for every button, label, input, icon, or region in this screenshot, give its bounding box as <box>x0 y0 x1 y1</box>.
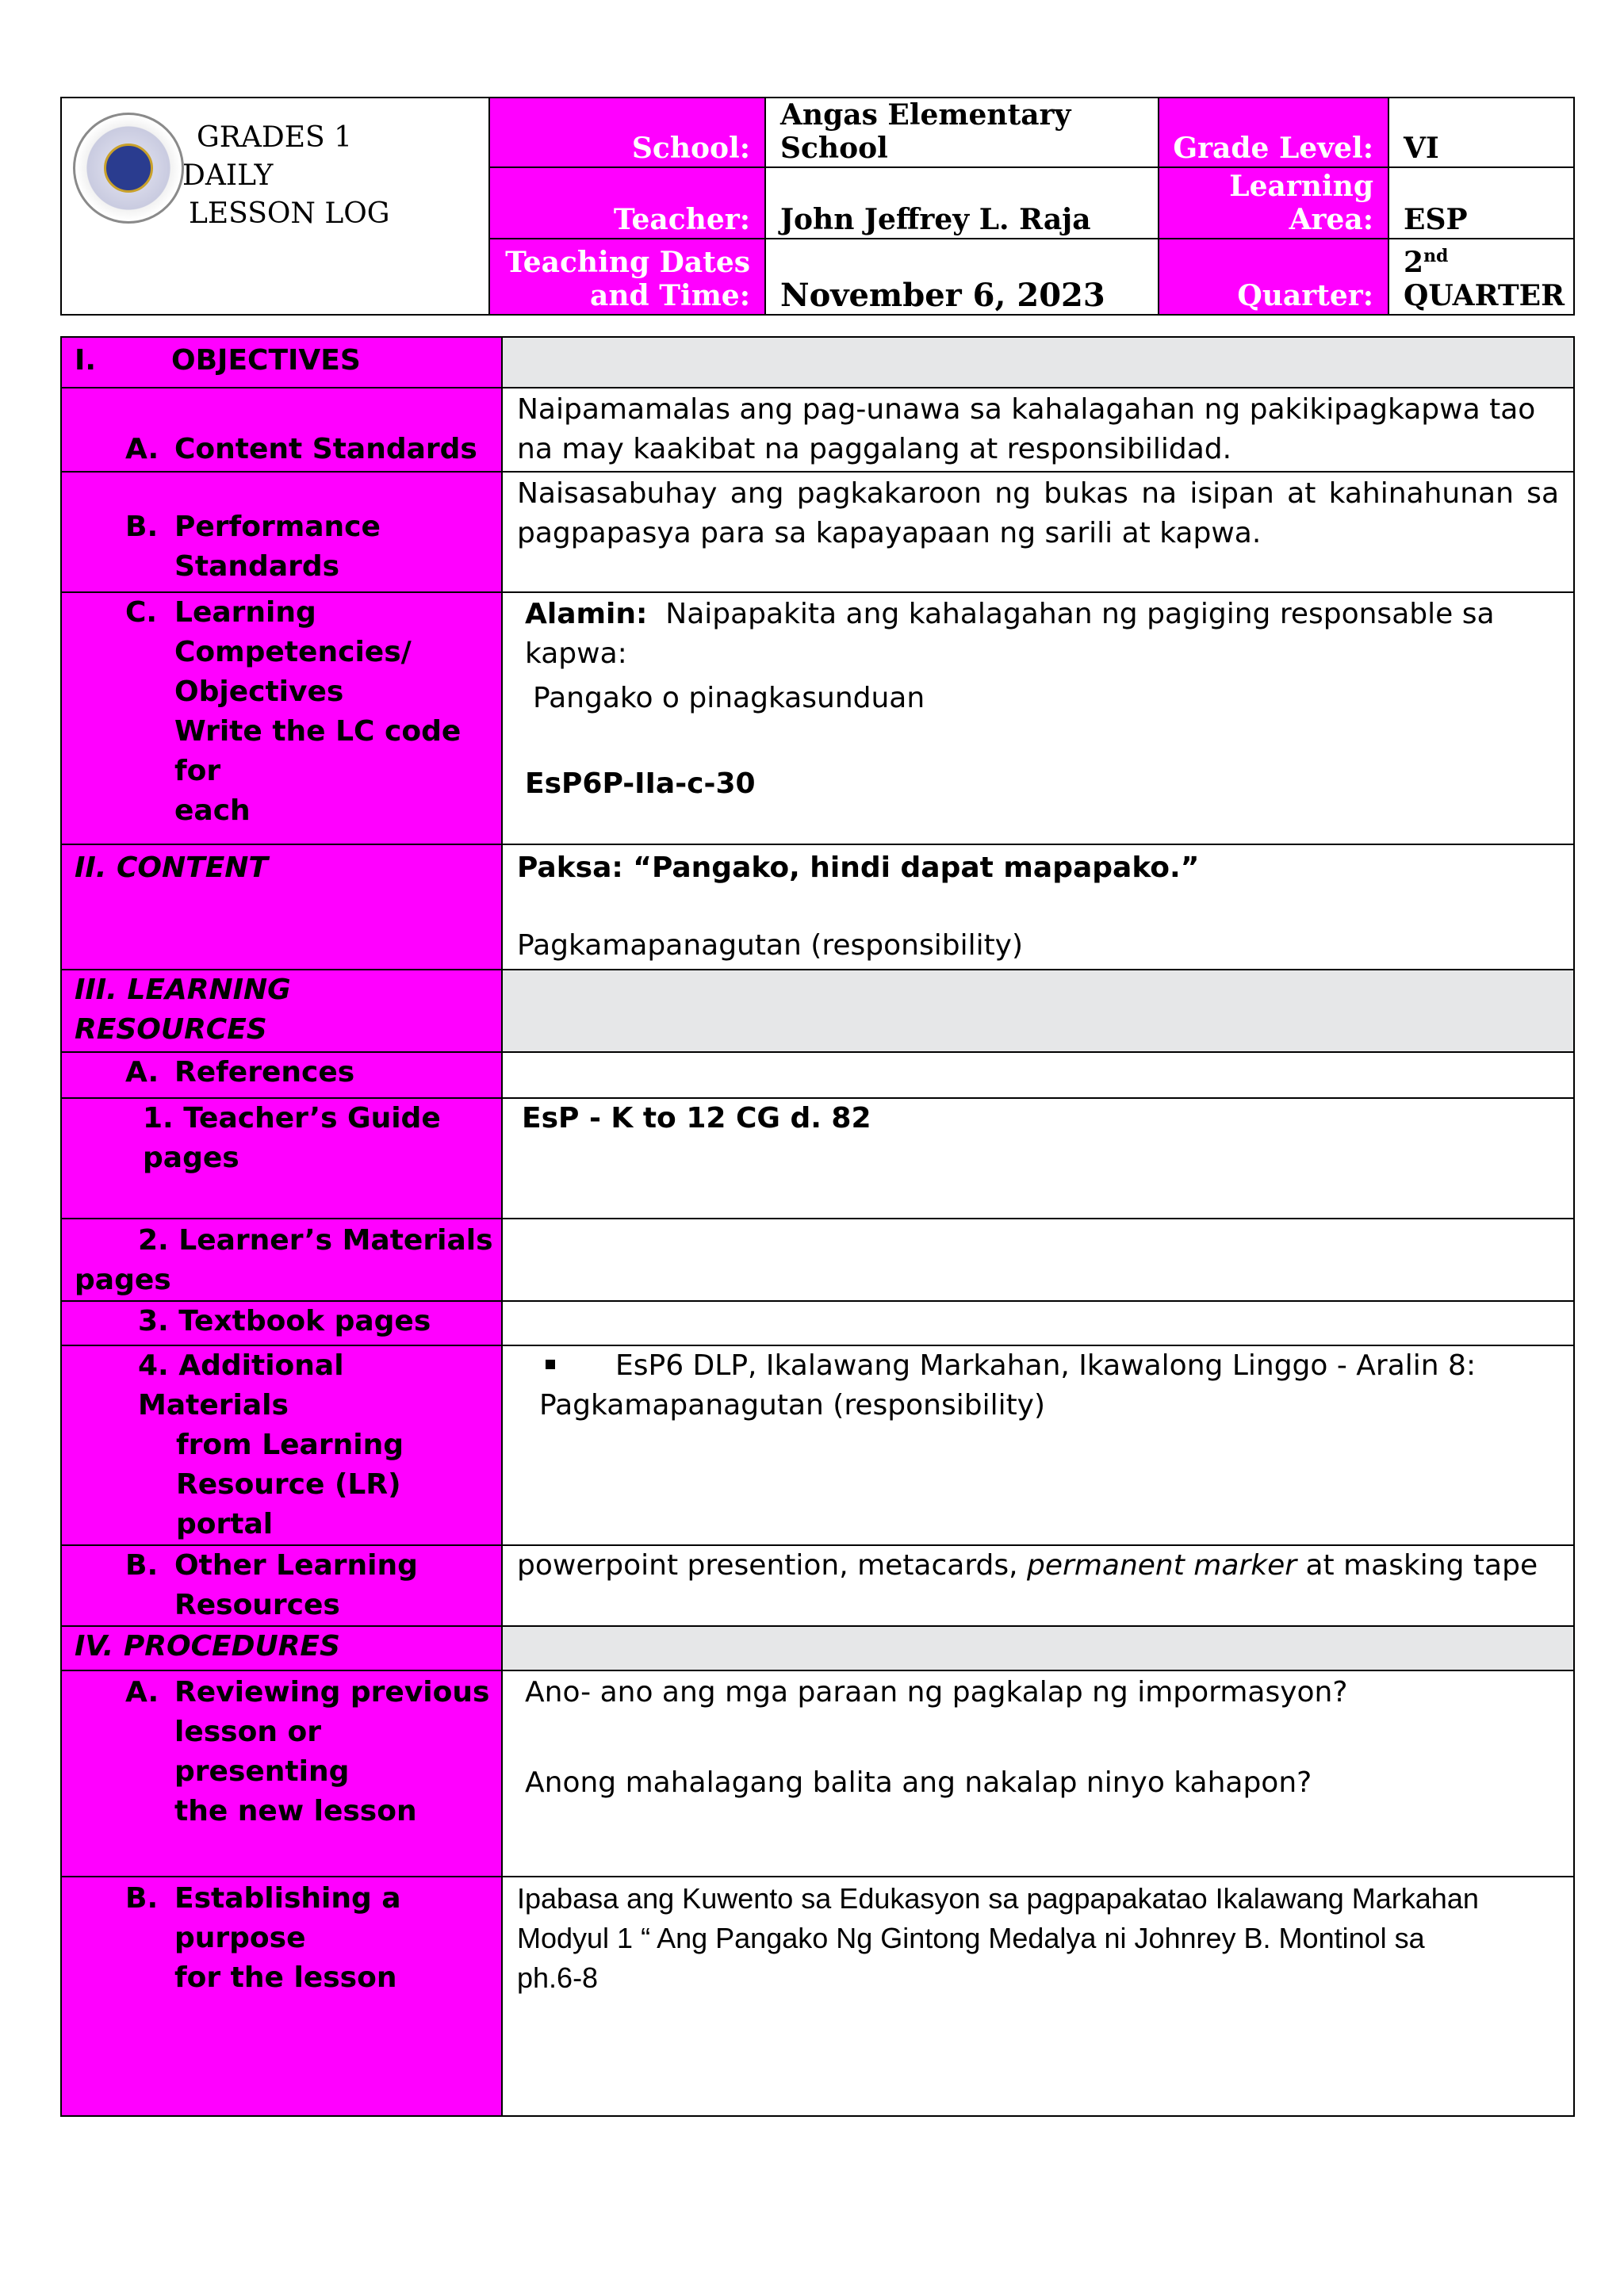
teaching-dates-label <box>489 239 765 315</box>
logo-title-1: GRADES 1 <box>197 121 353 154</box>
teaching-dates-label-line1: Teaching Dates <box>505 246 750 279</box>
references-label: A. References <box>61 1052 502 1098</box>
quarter-number: 2 <box>1404 246 1424 279</box>
topic-text: Pagkamapanagutan (responsibility) <box>517 929 1024 962</box>
review-question-2: Anong mahalagang balita ang nakalap ninyo kahapon? <box>525 1766 1312 1799</box>
quarter-suffix: nd <box>1423 246 1449 266</box>
paksa-text: Paksa: “Pangako, hindi dapat mapapako.” <box>517 851 1200 884</box>
alamin-text-2: Pangako o pinagkasunduan <box>533 682 925 714</box>
learners-materials-empty-cell <box>502 1219 1574 1301</box>
additional-materials-line1: EsP6 DLP, Ikalawang Markahan, Ikawalong Linggo - Aralin 8: <box>615 1349 1477 1382</box>
reviewing-content <box>502 1670 1574 1877</box>
school-label: School: <box>489 98 765 167</box>
review-question-1: Ano- ano ang mga paraan ng pagkalap ng impormasyon? <box>525 1676 1348 1709</box>
teachers-guide-value: EsP - K to 12 CG d. 82 <box>502 1098 1574 1219</box>
grade-level-label: Grade Level: <box>1159 98 1388 167</box>
logo-title-2: DAILY <box>182 159 274 192</box>
teaching-dates-label-line2: and Time: <box>590 279 750 312</box>
learning-area-label-line1: Learning <box>1229 170 1373 203</box>
logo-title-3: LESSON LOG <box>189 197 390 230</box>
learning-competencies-content <box>502 592 1574 844</box>
alamin-text: Naipapakita ang kahalagahan ng pagiging responsable sa kapwa: <box>525 598 1495 670</box>
additional-materials-label: 4. Additional Materials from Learning Resource (LR) portal <box>61 1345 502 1545</box>
teacher-label: Teacher: <box>489 167 765 239</box>
grade-level-value: VI <box>1388 98 1574 167</box>
references-empty-cell <box>502 1052 1574 1098</box>
textbook-empty-cell <box>502 1301 1574 1345</box>
lesson-log-table <box>60 336 1575 2117</box>
learning-area-label <box>1159 167 1388 239</box>
additional-materials-line2: Pagkamapanagutan (responsibility) <box>539 1389 1046 1422</box>
alamin-label: Alamin: <box>525 598 648 630</box>
purpose-label: B. Establishing a purpose for the lesson <box>61 1877 502 2116</box>
purpose-line-2: Modyul 1 “ Ang Pangako Ng Gintong Medalya ni Johnrey B. Montinol sa <box>517 1922 1425 1954</box>
performance-standards-text: Naisasabuhay ang pagkakaroon ng bukas na isipan at kahinahunan sa pagpapasya para sa kapayapaan ng sarili at kapwa. <box>502 472 1574 592</box>
purpose-line-3: ph.6-8 <box>517 1961 599 1994</box>
content-standards-label: A. Content Standards <box>61 388 502 472</box>
logo-cell <box>61 98 489 315</box>
learning-area-label-line2: Area: <box>1289 203 1373 236</box>
learning-area-value: ESP <box>1388 167 1574 239</box>
learning-resources-empty-cell <box>502 970 1574 1052</box>
learning-competencies-label: C. Learning Competencies/ Objectives Write the LC code for each <box>61 592 502 844</box>
header-table <box>60 97 1575 316</box>
school-value: Angas Elementary School <box>765 98 1159 167</box>
quarter-label: Quarter: <box>1159 239 1388 315</box>
performance-standards-label: B. Performance Standards <box>61 472 502 592</box>
content-cell <box>502 844 1574 970</box>
learners-materials-label: 2. Learner’s Materials pages <box>61 1219 502 1301</box>
teachers-guide-label: 1. Teacher’s Guide pages <box>61 1098 502 1219</box>
objectives-empty-cell <box>502 337 1574 388</box>
purpose-line-1: Ipabasa ang Kuwento sa Edukasyon sa pagpapakatao Ikalawang Markahan <box>517 1882 1479 1915</box>
learning-resources-heading: III. LEARNING RESOURCES <box>61 970 502 1052</box>
bullet-icon <box>546 1360 555 1369</box>
additional-materials-value <box>502 1345 1574 1545</box>
procedures-heading: IV. PROCEDURES <box>61 1626 502 1670</box>
deped-seal-icon <box>73 113 184 224</box>
lc-code: EsP6P-IIa-c-30 <box>525 767 756 800</box>
quarter-word: QUARTER <box>1404 279 1565 312</box>
purpose-content <box>502 1877 1574 2116</box>
teacher-value: John Jeffrey L. Raja <box>765 167 1159 239</box>
content-heading: II. CONTENT <box>61 844 502 970</box>
objectives-heading: I. OBJECTIVES <box>61 337 502 388</box>
textbook-label: 3. Textbook pages <box>61 1301 502 1345</box>
teaching-dates-value: November 6, 2023 <box>765 239 1159 315</box>
reviewing-label: A. Reviewing previous lesson or presenting the new lesson <box>61 1670 502 1877</box>
procedures-empty-cell <box>502 1626 1574 1670</box>
quarter-value <box>1388 239 1574 315</box>
other-resources-label: B. Other Learning Resources <box>61 1545 502 1626</box>
content-standards-text: Naipamamalas ang pag-unawa sa kahalagahan ng pakikipagkapwa tao na may kaakibat na paggalang at responsibilidad. <box>502 388 1574 472</box>
other-resources-value: powerpoint presention, metacards, permanent marker at masking tape <box>502 1545 1574 1626</box>
